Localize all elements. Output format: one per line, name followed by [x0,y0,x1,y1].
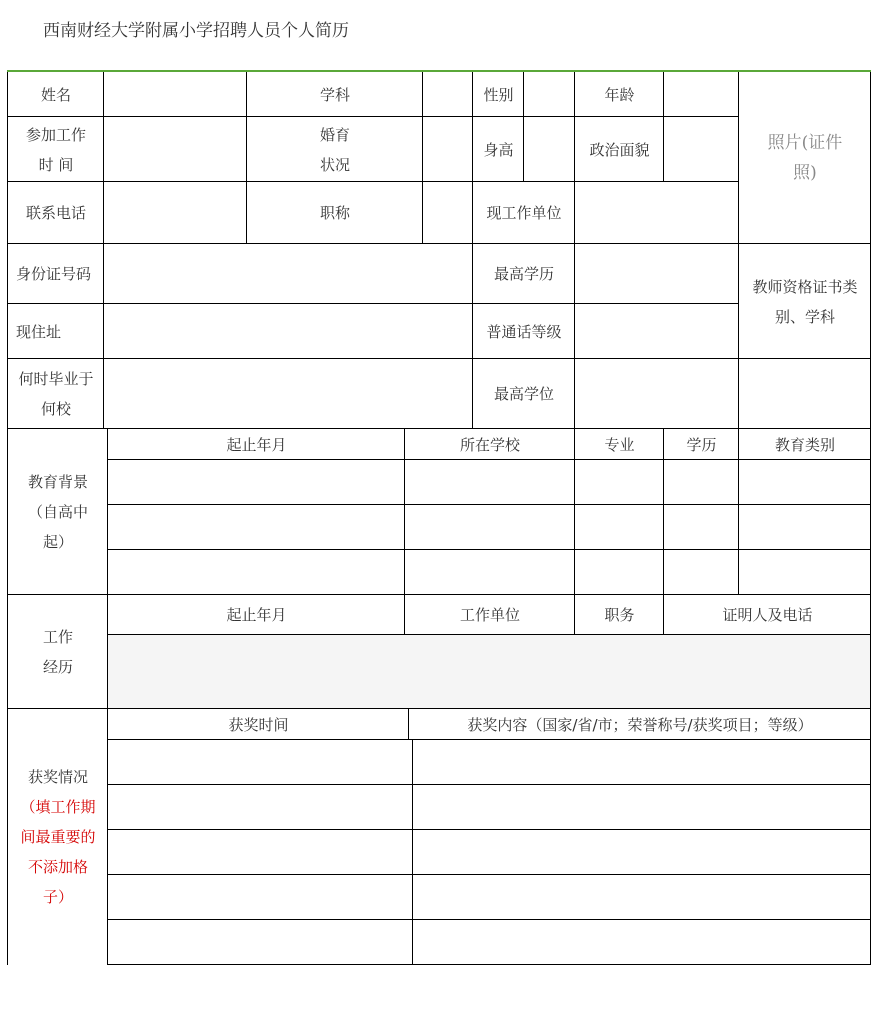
political-field[interactable] [664,117,739,182]
subject-field[interactable] [423,72,473,117]
title-rank-field[interactable] [423,182,473,244]
work-header-employer: 工作单位 [459,606,520,624]
gender-label: 性别 [483,85,514,104]
education-row1-period-field[interactable] [108,460,405,505]
phone-label: 联系电话 [25,204,86,222]
grid-line [404,429,405,595]
awards-row5-time-field[interactable] [108,920,413,965]
teacher-cert-field[interactable] [739,359,871,429]
height-label: 身高 [483,140,514,159]
grid-line [408,709,409,740]
graduation-label [8,359,104,429]
work-label-line2: 经历 [42,658,73,676]
marital-label-line1: 婚育 [319,125,350,144]
awards-note-line2: 间最重要的 [20,828,96,846]
mandarin-field[interactable] [575,304,739,359]
grid-line [870,72,871,965]
education-row2-degree-field[interactable] [664,505,739,550]
graduation-label-line2: 何校 [40,400,71,418]
grid-line [108,634,871,635]
subject-label: 学科 [319,85,350,104]
grid-line [8,708,871,709]
address-field[interactable] [104,304,473,359]
highest-degree-label: 最高学位 [493,385,554,403]
grid-line [663,429,664,595]
work-start-label [8,117,104,182]
education-label-line1: 教育背景 [27,473,88,491]
education-row2-period-field[interactable] [108,505,405,550]
grid-line [246,72,247,244]
awards-row1-content-field[interactable] [413,740,871,785]
address-label: 现住址 [16,322,62,341]
awards-note-line4: 子） [42,888,73,906]
awards-row1-time-field[interactable] [108,740,413,785]
marital-label-line2: 状况 [319,155,350,174]
awards-row2-content-field[interactable] [413,785,871,830]
education-row3-type-field[interactable] [739,550,871,595]
current-employer-label: 现工作单位 [486,204,562,222]
awards-row3-time-field[interactable] [108,830,413,875]
grid-line [7,72,8,965]
work-history-field[interactable] [108,635,871,709]
id-number-field[interactable] [104,244,473,304]
grid-line [422,72,423,244]
awards-note-line1: （填工作期 [20,798,96,816]
mandarin-label: 普通话等级 [486,322,562,341]
grid-line [107,709,108,965]
work-start-field[interactable] [104,117,247,182]
education-row1-major-field[interactable] [575,460,664,505]
grid-line [108,829,871,830]
education-header-degree: 学历 [686,435,717,454]
grid-line [8,181,739,182]
name-label: 姓名 [40,85,71,104]
education-label-line2: （自高中 [27,503,88,521]
grid-line [8,303,739,304]
awards-note-line3: 不添加格 [27,858,88,876]
marital-label [247,117,423,182]
education-row1-degree-field[interactable] [664,460,739,505]
grid-line [8,243,871,244]
grid-line [574,595,575,635]
education-row3-period-field[interactable] [108,550,405,595]
current-employer-field[interactable] [575,182,739,244]
title-rank-label: 职称 [319,204,350,222]
id-number-label: 身份证号码 [16,265,92,283]
education-label-line3: 起） [42,533,73,551]
grid-line [574,72,575,429]
grid-line [107,595,108,709]
political-label: 政治面貌 [589,140,650,159]
education-row3-major-field[interactable] [575,550,664,595]
awards-header-time: 获奖时间 [228,715,289,734]
work-start-label-line2: 时 间 [38,155,74,174]
grid-line [108,549,871,550]
awards-label-line1: 获奖情况 [27,768,88,786]
education-row3-degree-field[interactable] [664,550,739,595]
grid-line [404,595,405,635]
photo-label-line1: 照片(证件 [767,133,843,153]
awards-row4-time-field[interactable] [108,875,413,920]
grid-line [103,72,104,429]
highest-degree-field[interactable] [575,359,739,429]
highest-education-field[interactable] [575,244,739,304]
grid-line [663,72,664,182]
grid-line [412,740,413,965]
marital-field[interactable] [423,117,473,182]
education-row2-school-field[interactable] [405,505,575,550]
awards-row2-time-field[interactable] [108,785,413,830]
education-row2-major-field[interactable] [575,505,664,550]
height-field[interactable] [524,117,575,182]
grid-line [523,72,524,182]
awards-row4-content-field[interactable] [413,875,871,920]
grid-line [738,72,739,429]
work-header-reference: 证明人及电话 [722,606,813,624]
education-header-major: 专业 [604,435,635,454]
education-header-type: 教育类别 [774,435,835,454]
awards-row5-content-field[interactable] [413,920,871,965]
highest-education-label: 最高学历 [493,265,554,283]
age-label: 年龄 [604,85,635,104]
page-title: 西南财经大学附属小学招聘人员个人简历 [43,21,349,41]
grid-line [8,594,871,595]
education-row1-type-field[interactable] [739,460,871,505]
grid-line [108,739,871,740]
grid-line [108,784,871,785]
grid-line [472,72,473,429]
photo-box[interactable] [739,72,871,244]
education-label [8,429,108,595]
photo-label-line2: 照) [793,163,817,183]
teacher-cert-label [739,244,871,359]
awards-row3-content-field[interactable] [413,830,871,875]
awards-label [8,709,108,965]
name-field[interactable] [104,72,247,117]
grid-line [108,874,871,875]
grid-line [663,595,664,635]
awards-header-content: 获奖内容（国家/省/市；荣誉称号/获奖项目；等级） [467,715,813,734]
grid-line [108,964,871,965]
grid-line [108,919,871,920]
teacher-cert-label-line1: 教师资格证书类 [752,277,858,296]
grid-line [8,358,871,359]
grid-line [108,504,871,505]
phone-field[interactable] [104,182,247,244]
grid-line [107,429,108,595]
grid-line [8,116,739,117]
work-header-position: 职务 [604,606,635,624]
work-label-line1: 工作 [42,628,73,646]
work-header-period: 起止年月 [226,606,287,624]
education-row2-type-field[interactable] [739,505,871,550]
age-field[interactable] [664,72,739,117]
graduation-label-line1: 何时毕业于 [18,370,94,388]
education-header-school: 所在学校 [459,435,520,454]
education-row3-school-field[interactable] [405,550,575,595]
grid-line [738,429,739,595]
teacher-cert-label-line2: 别、学科 [774,307,835,326]
work-start-label-line1: 参加工作 [25,125,86,144]
gender-field[interactable] [524,72,575,117]
education-header-period: 起止年月 [226,435,287,454]
grid-line [108,459,871,460]
grid-line [574,429,575,595]
education-row1-school-field[interactable] [405,460,575,505]
grid-line [8,428,871,429]
work-label [8,595,108,709]
graduation-field[interactable] [104,359,473,429]
